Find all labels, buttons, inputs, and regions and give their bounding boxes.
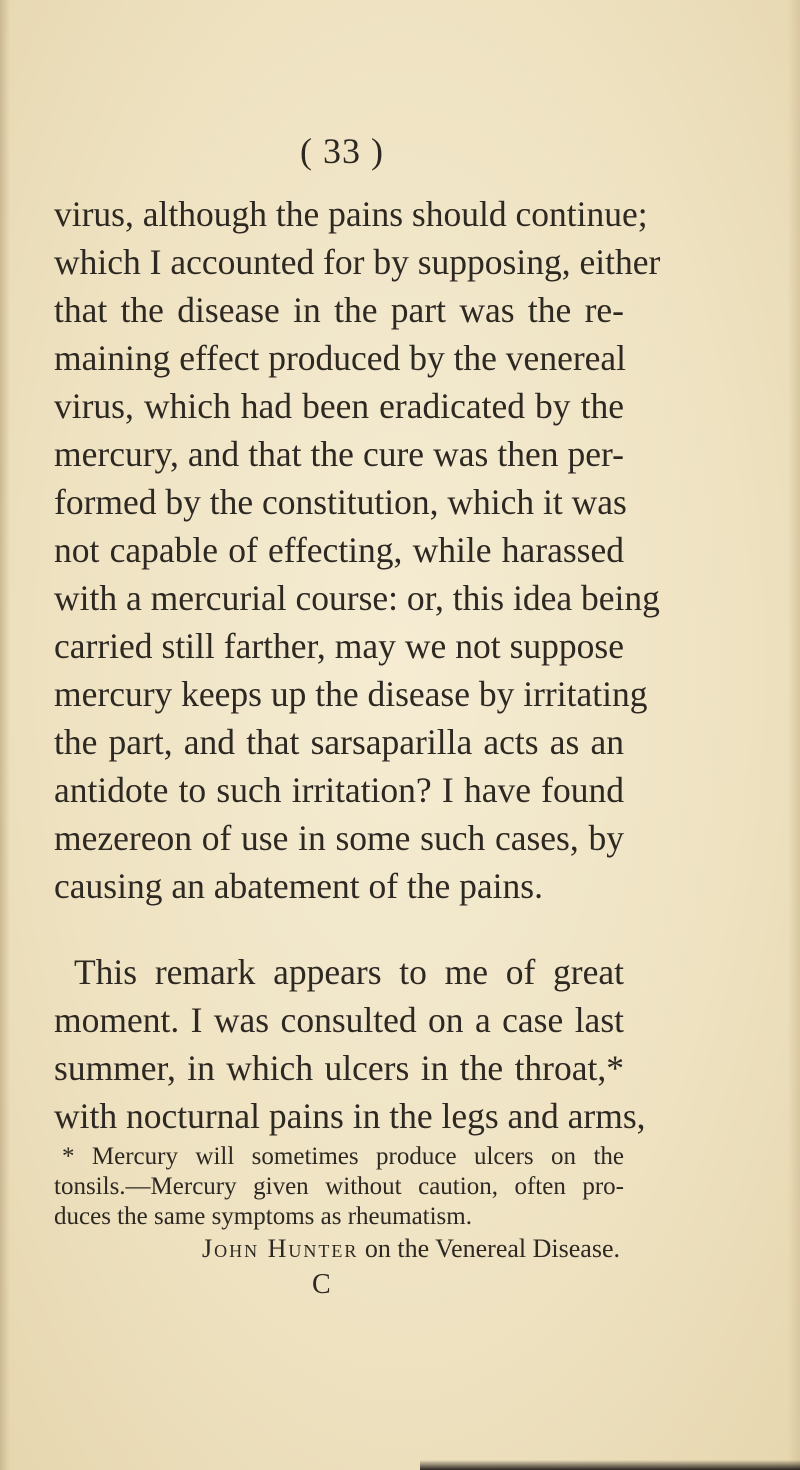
body-line: mezereon of use in some such cases, by: [54, 818, 624, 858]
attribution-title: on the Venereal Disease.: [358, 1234, 620, 1263]
body-line: virus, which had been eradicated by the: [54, 386, 624, 426]
body-line: moment. I was consulted on a case last: [54, 1000, 624, 1040]
body-line: which I accounted for by supposing, either: [54, 242, 661, 282]
footnote-line: * Mercury will sometimes produce ulcers on the: [62, 1143, 624, 1170]
body-line: maining effect produced by the venereal: [54, 338, 627, 378]
attribution-author: John Hunter: [202, 1234, 359, 1263]
body-line: that the disease in the part was the re-: [54, 290, 624, 330]
body-line: formed by the constitution, which it was: [54, 482, 627, 522]
signature-mark: C: [312, 1269, 331, 1300]
body-line: mercury, and that the cure was then per-: [54, 434, 624, 474]
body-line: virus, although the pains should continue;: [54, 194, 648, 234]
body-line: not capable of effecting, while harassed: [54, 530, 624, 570]
footnote-attribution: [202, 1232, 620, 1266]
body-line: mercury keeps up the disease by irritating: [54, 674, 648, 714]
body-line: antidote to such irritation? I have found: [54, 770, 624, 810]
body-line: summer, in which ulcers in the throat,*: [54, 1048, 624, 1088]
page-left-edge-shadow: [0, 0, 10, 1470]
footnote-line: duces the same symptoms as rheumatism.: [54, 1203, 472, 1230]
body-line: carried still farther, may we not suppose: [54, 626, 624, 666]
body-line: This remark appears to me of great: [74, 952, 624, 992]
body-line: with a mercurial course: or, this idea being: [54, 578, 660, 618]
body-line: the part, and that sarsaparilla acts as an: [54, 722, 624, 762]
page-right-edge-shadow: [788, 0, 800, 1470]
body-line: with nocturnal pains in the legs and arms,: [54, 1096, 646, 1136]
footnote-line: tonsils.—Mercury given without caution, often pro-: [54, 1173, 624, 1200]
body-line: causing an abatement of the pains.: [54, 866, 543, 906]
page-number: ( 33 ): [300, 131, 384, 171]
page-bottom-edge-shadow: [420, 1460, 800, 1470]
